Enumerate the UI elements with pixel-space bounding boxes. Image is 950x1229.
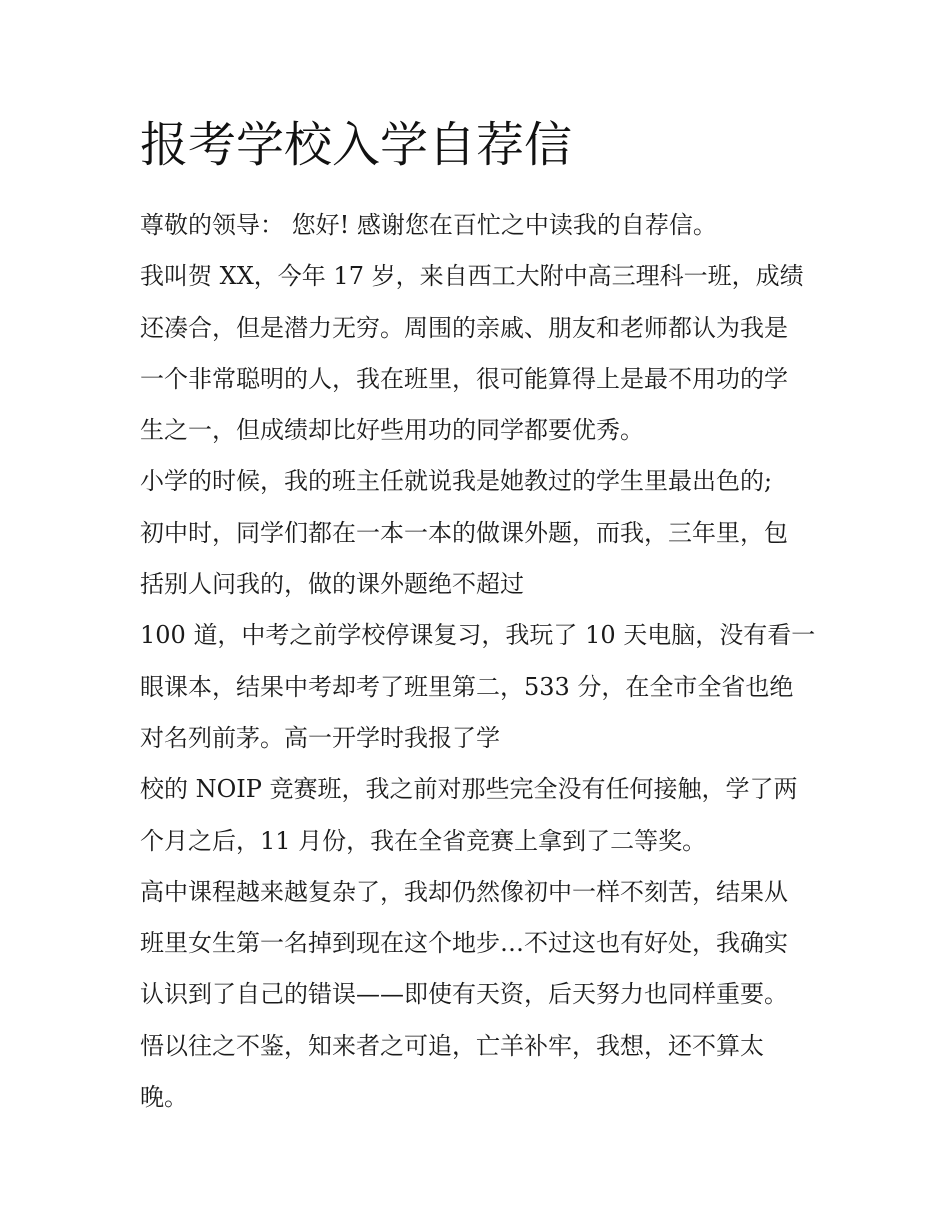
text-line: 还凑合，但是潜力无穷。周围的亲戚、朋友和老师都认为我是 — [140, 313, 788, 342]
text-line: 晚。 — [140, 1083, 188, 1112]
text-line: 一个非常聪明的人，我在班里，很可能算得上是最不用功的学 — [140, 364, 788, 393]
text-line: 对名列前茅。高一开学时我报了学 — [140, 723, 500, 752]
text-line: 眼课本，结果中考却考了班里第二，533 分，在全市全省也绝 — [140, 672, 794, 701]
text-line: 认识到了自己的错误——即使有天资，后天努力也同样重要。 — [140, 980, 788, 1009]
text-line: 100 道，中考之前学校停课复习，我玩了 10 天电脑，没有看一 — [140, 621, 816, 650]
text-line: 尊敬的领导： 您好! 感谢您在百忙之中读我的自荐信。 — [140, 211, 717, 239]
text-line: 括别人问我的，做的课外题绝不超过 — [140, 570, 524, 599]
document-title: 报考学校入学自荐信 — [140, 117, 573, 173]
document-body — [140, 200, 830, 1123]
text-line: 悟以往之不鉴，知来者之可追，亡羊补牢，我想，还不算太 — [140, 1031, 764, 1060]
text-line: 个月之后，11 月份，我在全省竞赛上拿到了二等奖。 — [140, 826, 707, 855]
text-line: 校的 NOIP 竞赛班，我之前对那些完全没有任何接触，学了两 — [140, 775, 798, 804]
text-line: 初中时，同学们都在一本一本的做课外题，而我，三年里，包 — [140, 518, 788, 547]
text-line: 高中课程越来越复杂了，我却仍然像初中一样不刻苦，结果从 — [140, 877, 788, 906]
text-line: 生之一，但成绩却比好些用功的同学都要优秀。 — [140, 416, 644, 445]
text-line: 我叫贺 XX，今年 17 岁，来自西工大附中高三理科一班，成绩 — [140, 262, 804, 291]
text-line: 班里女生第一名掉到现在这个地步…不过这也有好处，我确实 — [140, 929, 788, 958]
text-line: 小学的时候，我的班主任就说我是她教过的学生里最出色的; — [140, 467, 773, 496]
